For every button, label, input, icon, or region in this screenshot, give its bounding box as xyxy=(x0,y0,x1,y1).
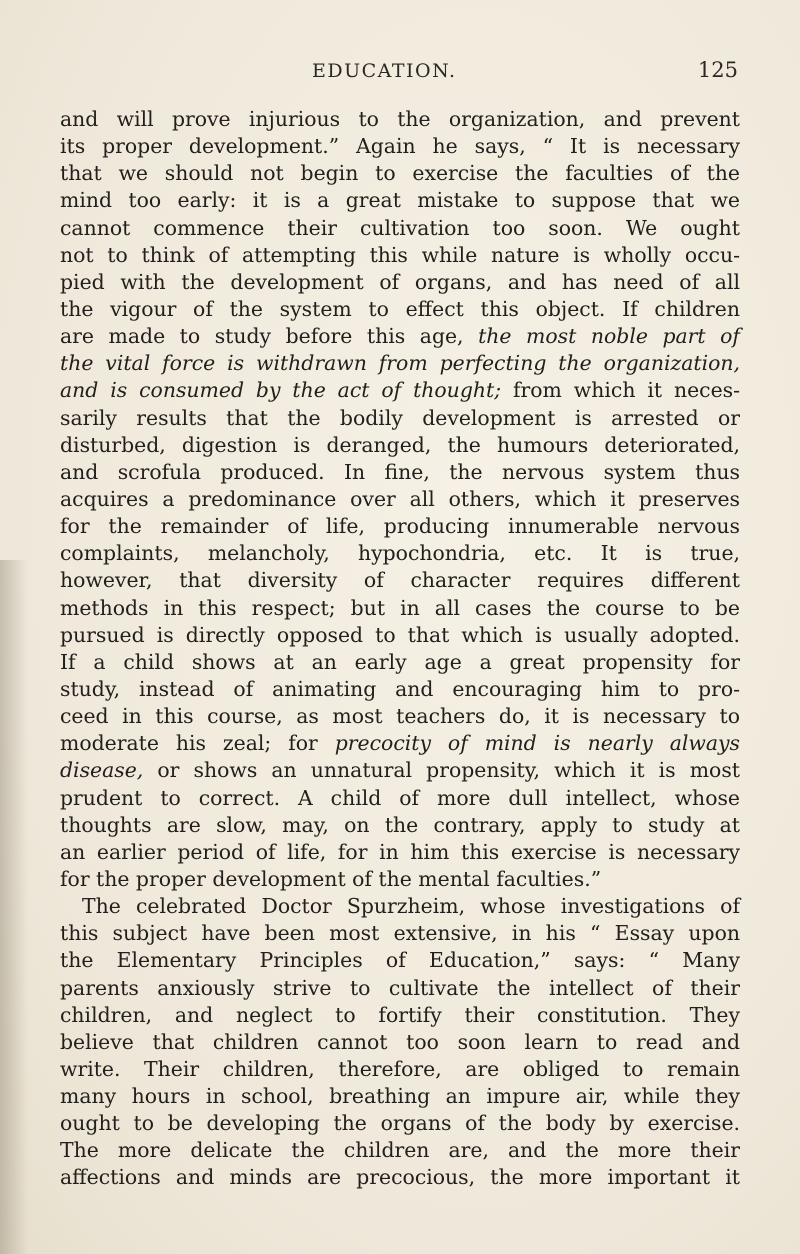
text-segment: the Elementary Principles of Education,” says: “ Many xyxy=(60,948,740,973)
text-segment: its proper development.” Again he says, “ It is necessary xyxy=(60,134,740,159)
text-segment: mind too early: it is a great mistake to suppose that we xyxy=(60,188,740,213)
text-line xyxy=(60,296,740,323)
text-segment: are made to study before this age, xyxy=(60,324,479,349)
text-segment: The celebrated Doctor Spurzheim, whose investigations of xyxy=(82,894,740,919)
text-line xyxy=(60,676,740,703)
text-segment: affections and minds are precocious, the more important it xyxy=(60,1165,740,1190)
text-line xyxy=(60,947,740,974)
italic-text: the most noble part of xyxy=(478,324,740,349)
text-line xyxy=(60,730,740,757)
text-line xyxy=(60,405,740,432)
text-line xyxy=(60,242,740,269)
text-segment: pied with the development of organs, and has need of all xyxy=(60,269,740,294)
text-segment: prudent to correct. A child of more dull intellect, whose xyxy=(60,785,740,810)
text-segment: write. Their children, therefore, are obliged to remain xyxy=(60,1056,740,1081)
text-line xyxy=(60,323,740,350)
page-number: 125 xyxy=(697,58,738,82)
text-segment: or shows an unnatural propensity, which it is most xyxy=(143,758,740,783)
text-segment: for the proper development of the mental faculties.” xyxy=(60,866,602,891)
text-line xyxy=(60,513,740,540)
text-segment: ought to be developing the organs of the body by exercise. xyxy=(60,1111,740,1136)
text-line xyxy=(60,106,740,133)
text-line xyxy=(60,920,740,947)
page-edge-shadow xyxy=(0,560,28,1254)
text-line xyxy=(60,486,740,513)
text-line xyxy=(60,893,740,920)
text-segment: ceed in this course, as most teachers do, it is necessary to xyxy=(60,704,740,729)
text-segment: however, that diversity of character requires different xyxy=(60,568,740,593)
text-segment: believe that children cannot too soon learn to read and xyxy=(60,1029,740,1054)
text-line xyxy=(60,215,740,242)
text-segment: acquires a predominance over all others, which it preserves xyxy=(60,486,740,511)
body-text xyxy=(60,106,740,1192)
text-line xyxy=(60,540,740,567)
italic-text: and is consumed by the act of thought; xyxy=(60,378,502,403)
text-line xyxy=(60,757,740,784)
text-segment: this subject have been most extensive, in his “ Essay upon xyxy=(60,921,740,946)
running-title: EDUCATION. xyxy=(312,60,457,82)
text-segment: not to think of attempting this while nature is wholly occu- xyxy=(60,242,740,267)
text-segment: an earlier period of life, for in him this exercise is necessary xyxy=(60,839,740,864)
text-segment: children, and neglect to fortify their constitution. They xyxy=(60,1002,740,1027)
text-line xyxy=(60,622,740,649)
text-line xyxy=(60,649,740,676)
text-line xyxy=(60,269,740,296)
text-line xyxy=(60,432,740,459)
text-segment: moderate his zeal; for xyxy=(60,731,335,756)
text-line xyxy=(60,866,740,893)
text-segment: study, instead of animating and encouraging him to pro- xyxy=(60,676,740,701)
text-line xyxy=(60,1110,740,1137)
italic-text: disease, xyxy=(60,758,144,783)
text-segment: for the remainder of life, producing innumerable nervous xyxy=(60,514,740,539)
text-line xyxy=(60,377,740,404)
text-line xyxy=(60,975,740,1002)
text-segment: from which it neces- xyxy=(501,378,741,403)
italic-text: the vital force is withdrawn from perfecting the organization, xyxy=(60,351,740,376)
text-segment: If a child shows at an early age a great propensity for xyxy=(60,649,740,674)
text-segment: and scrofula produced. In fine, the nervous system thus xyxy=(60,459,740,484)
text-segment: pursued is directly opposed to that which is usually adopted. xyxy=(60,622,740,647)
text-line xyxy=(60,703,740,730)
text-line xyxy=(60,785,740,812)
text-line xyxy=(60,187,740,214)
text-line xyxy=(60,1164,740,1191)
text-segment: The more delicate the children are, and the more their xyxy=(60,1138,740,1163)
text-segment: many hours in school, breathing an impure air, while they xyxy=(60,1084,740,1109)
text-line xyxy=(60,595,740,622)
text-segment: thoughts are slow, may, on the contrary, apply to study at xyxy=(60,812,740,837)
text-segment: methods in this respect; but in all cases the course to be xyxy=(60,595,740,620)
text-line xyxy=(60,350,740,377)
text-line xyxy=(60,1056,740,1083)
text-line xyxy=(60,1137,740,1164)
text-line xyxy=(60,839,740,866)
text-segment: sarily results that the bodily development is arrested or xyxy=(60,405,740,430)
text-line xyxy=(60,133,740,160)
text-segment: that we should not begin to exercise the faculties of the xyxy=(60,161,740,186)
text-line xyxy=(60,1083,740,1110)
italic-text: precocity of mind is nearly always xyxy=(334,731,740,756)
text-line xyxy=(60,812,740,839)
text-line xyxy=(60,459,740,486)
text-segment: disturbed, digestion is deranged, the humours deteriorated, xyxy=(60,432,740,457)
text-segment: and will prove injurious to the organization, and prevent xyxy=(60,107,740,131)
text-segment: the vigour of the system to effect this object. If children xyxy=(60,296,740,321)
text-line xyxy=(60,160,740,187)
text-segment: complaints, melancholy, hypochondria, etc. It is true, xyxy=(60,541,740,566)
text-segment: cannot commence their cultivation too soon. We ought xyxy=(60,215,740,240)
running-head xyxy=(0,58,800,90)
text-line xyxy=(60,1029,740,1056)
text-segment: parents anxiously strive to cultivate the intellect of their xyxy=(60,975,740,1000)
text-line xyxy=(60,567,740,594)
text-line xyxy=(60,1002,740,1029)
